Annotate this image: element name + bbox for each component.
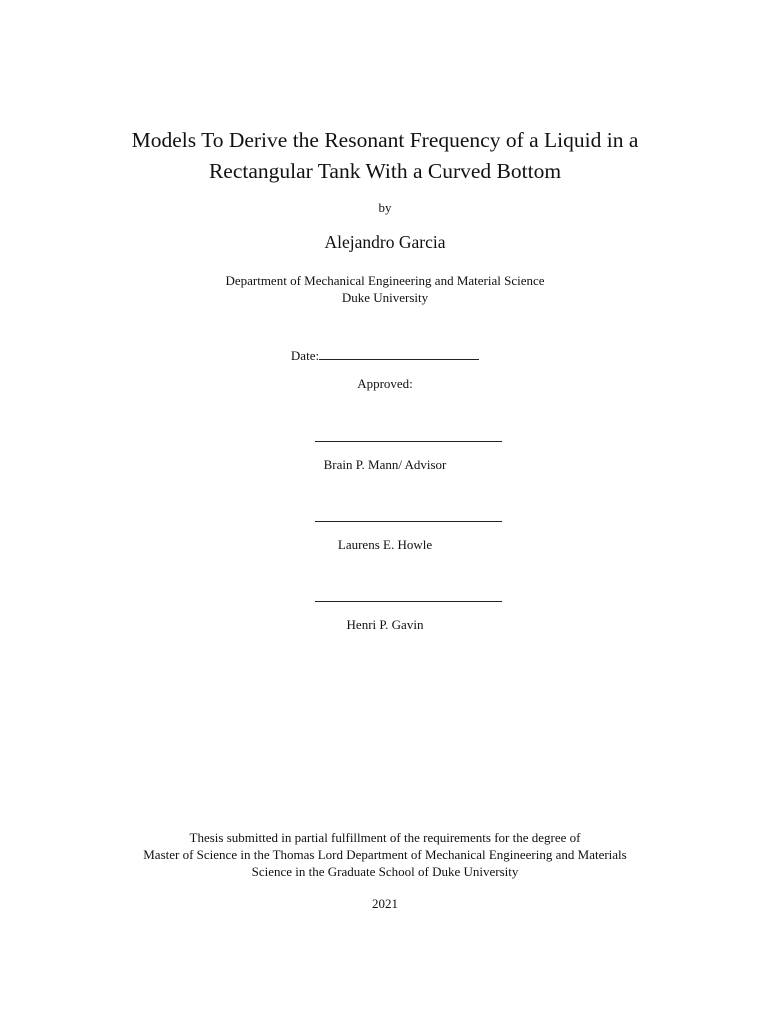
date-blank-line — [319, 348, 479, 360]
signature-line-3 — [315, 601, 502, 602]
signatory-3: Henri P. Gavin — [346, 617, 424, 632]
department: Department of Mechanical Engineering and Material Science — [225, 273, 545, 288]
author-name: Alejandro Garcia — [324, 232, 446, 252]
date-field — [0, 348, 770, 364]
signature-line-2 — [315, 521, 502, 522]
signature-line-1 — [315, 441, 502, 442]
thesis-title-line-2: Rectangular Tank With a Curved Bottom — [208, 159, 562, 183]
university: Duke University — [341, 290, 429, 305]
approved-label: Approved: — [357, 376, 413, 391]
date-label: Date: — [290, 348, 320, 363]
submission-line-3: Science in the Graduate School of Duke University — [251, 864, 519, 879]
submission-line-2: Master of Science in the Thomas Lord Department of Mechanical Engineering and Materials — [143, 847, 627, 862]
by-label: by — [378, 200, 392, 215]
year: 2021 — [372, 896, 398, 911]
submission-line-1: Thesis submitted in partial fulfillment of the requirements for the degree of — [189, 830, 581, 845]
signatory-2: Laurens E. Howle — [337, 537, 433, 552]
signatory-advisor: Brain P. Mann/ Advisor — [323, 457, 447, 472]
thesis-title-line-1: Models To Derive the Resonant Frequency of a Liquid in a — [131, 128, 639, 152]
